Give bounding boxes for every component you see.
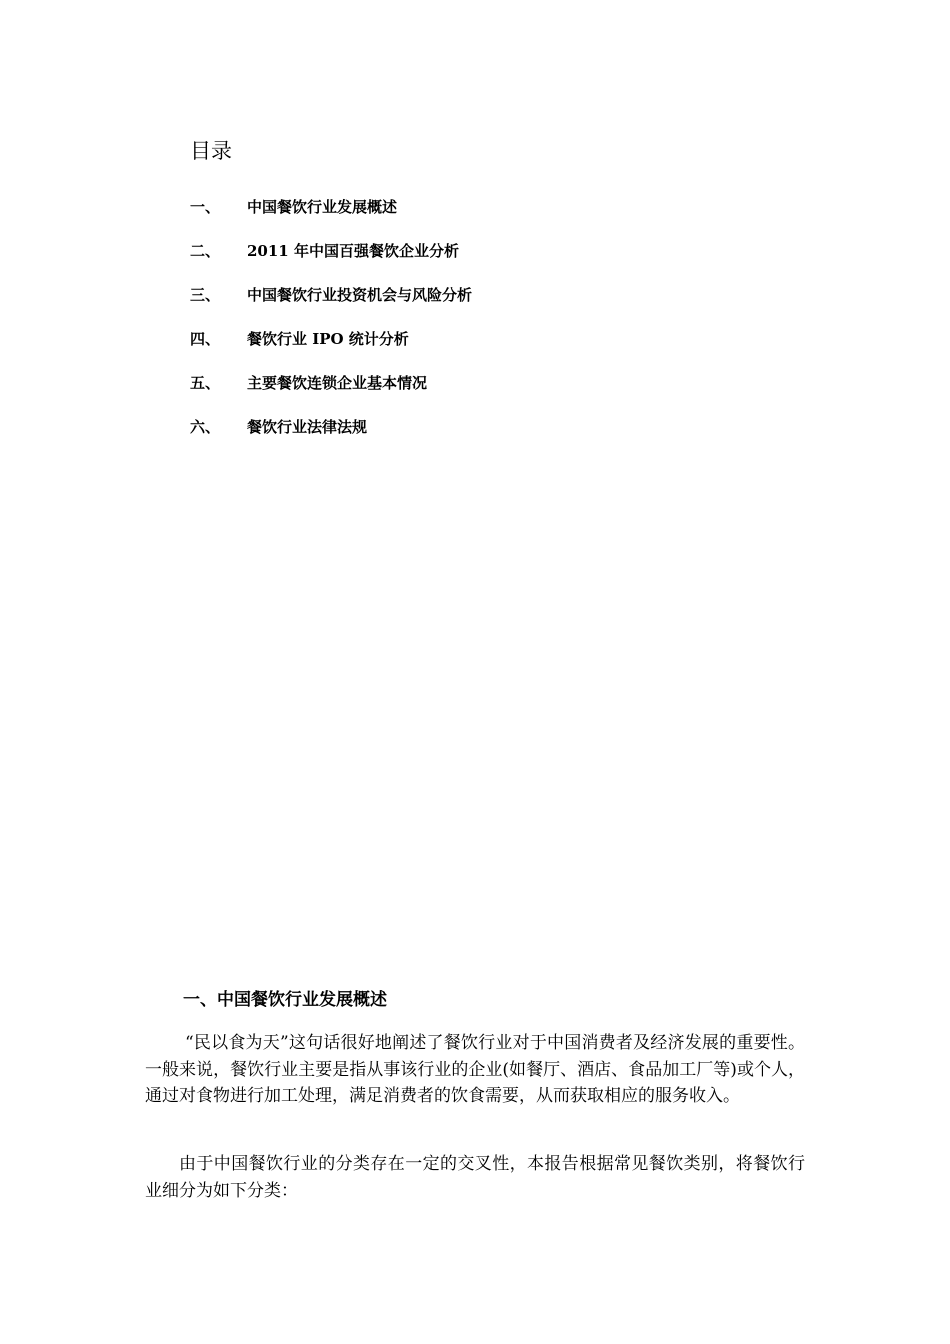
toc-item-number: 一、 [190,198,221,216]
toc-item-label: 中国餐饮行业投资机会与风险分析 [247,286,473,304]
toc-title: 目录 [190,139,232,163]
toc-item-4[interactable] [190,328,472,372]
toc-list [190,196,472,460]
section-heading: 一、中国餐饮行业发展概述 [183,990,387,1010]
toc-item-6[interactable] [190,416,472,460]
toc-item-2[interactable] [190,240,472,284]
toc-item-1[interactable] [190,196,472,240]
toc-item-label: 中国餐饮行业发展概述 [247,198,398,216]
toc-item-number: 四、 [190,330,221,348]
toc-item-5[interactable] [190,372,472,416]
toc-item-3[interactable] [190,284,472,328]
body-paragraph: 由于中国餐饮行业的分类存在一定的交叉性，本报告根据常见餐饮类别，将餐饮行业细分为如下分类： [145,1154,805,1201]
body-paragraph: “民以食为天”这句话很好地阐述了餐饮行业对于中国消费者及经济发展的重要性。一般来说，餐饮行业主要是指从事该行业的企业(如餐厅、酒店、食品加工厂等)或个人，通过对食物进行加工处理，满足消费者的饮食需要，从而获取相应的服务收入。 [145,1033,805,1106]
toc-item-label: 餐饮行业 IPO 统计分析 [247,330,409,348]
toc-item-label: 餐饮行业法律法规 [247,418,368,436]
toc-item-number: 二、 [190,242,221,260]
toc-item-label: 2011 年中国百强餐饮企业分析 [247,242,459,260]
toc-item-number: 三、 [190,286,221,304]
toc-item-number: 五、 [190,374,221,392]
toc-item-label: 主要餐饮连锁企业基本情况 [247,374,428,392]
toc-item-number: 六、 [190,418,221,436]
